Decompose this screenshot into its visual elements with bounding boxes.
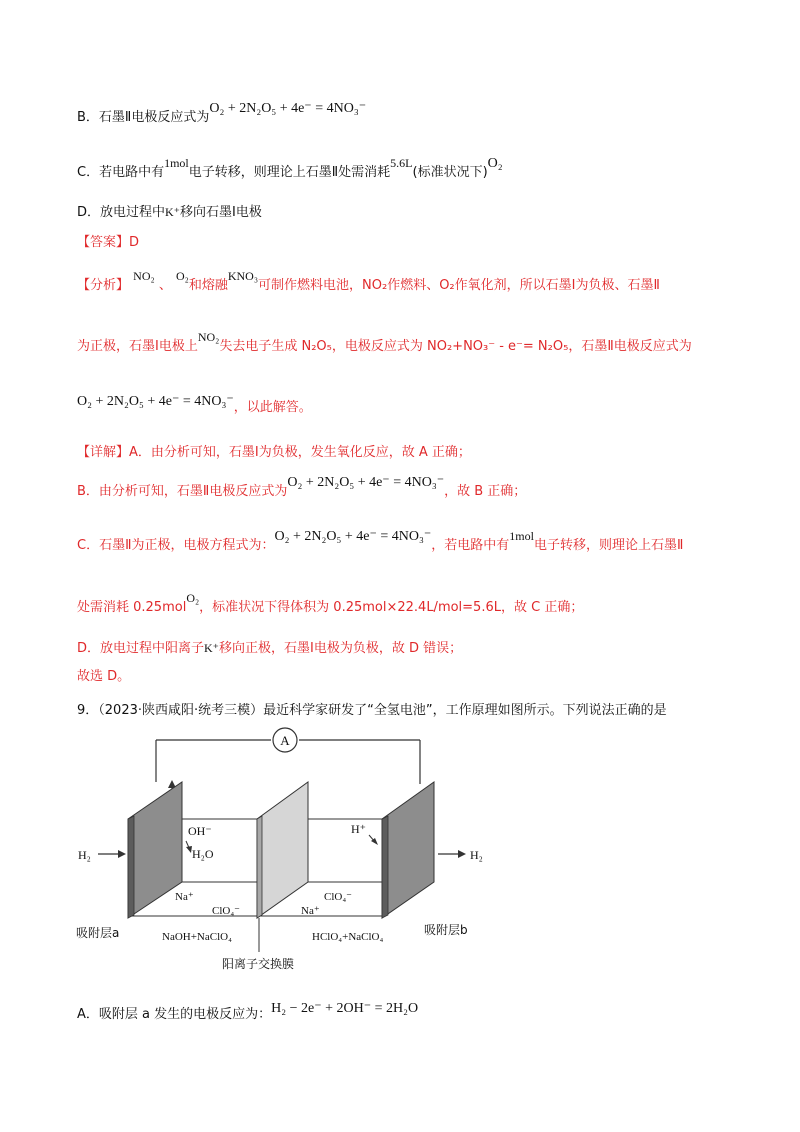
analysis-line-3 — [77, 394, 312, 418]
analysis-sep: 、 — [158, 278, 172, 293]
h2-in-arrow — [98, 850, 126, 858]
detail-d — [77, 638, 462, 659]
option-d-ion: K⁺ — [165, 205, 181, 219]
clo4-left-label: ClO₄⁻ — [212, 905, 240, 917]
detail-c-text: C．石墨Ⅱ为正极，电极方程式为： — [77, 538, 275, 553]
option-c-mol: 1mol — [164, 156, 189, 170]
detail-c-line-2 — [77, 591, 584, 618]
h2-out-label: H₂ — [470, 848, 483, 862]
detail-c-formula: O₂ + 2N₂O₅ + 4e⁻ = 4NO₃⁻ — [274, 529, 432, 544]
electrode-b — [382, 782, 434, 918]
oh-ion-label: OH⁻ — [188, 824, 212, 838]
detail-b-formula: O₂ + 2N₂O₅ + 4e⁻ = 4NO₃⁻ — [287, 475, 445, 490]
h-plus-arrow — [369, 835, 378, 845]
clo4-right-label: ClO₄⁻ — [324, 891, 352, 903]
option-c-text-3: (标准状况下) — [412, 165, 488, 180]
battery-diagram — [72, 722, 492, 980]
electrode-a — [128, 782, 182, 918]
option-b-formula: O₂ + 2N₂O₅ + 4e⁻ = 4NO₃⁻ — [209, 101, 367, 116]
option-c-volume: 5.6L — [390, 156, 413, 170]
option-c-text-2: 电子转移，则理论上石墨Ⅱ处需消耗 — [188, 165, 391, 180]
right-solution-label: HClO₄+NaClO₄ — [312, 931, 384, 943]
option-c — [77, 156, 503, 183]
analysis-text-2: 为正极，石墨Ⅰ电极上 — [77, 339, 198, 354]
analysis-no2: NO₂ — [133, 269, 155, 283]
analysis-text-1: 可制作燃料电池，NO₂作燃料、O₂作氧化剂，所以石墨Ⅰ为负极、石墨Ⅱ — [258, 278, 660, 293]
question-9: 9．（2023·陕西咸阳·统考三模）最近科学家研发了“全氢电池”，工作原理如图所示。下列说法正确的是 — [77, 703, 667, 718]
detail-b-end: ，故 B 正确； — [444, 484, 527, 499]
analysis-end: ，以此解答。 — [233, 400, 312, 415]
detail-c-text-2: ，若电路中有 — [431, 538, 510, 553]
detail-c-mol: 1mol — [509, 529, 534, 543]
detail-d-ion: K⁺ — [204, 641, 220, 655]
h-plus-label: H⁺ — [351, 822, 366, 836]
detail-a: 【详解】A．由分析可知，石墨Ⅰ为负极，发生氧化反应，故 A 正确； — [77, 445, 471, 460]
detail-c-text-5: ，标准状况下得体积为 0.25mol×22.4L/mol=5.6L，故 C 正确； — [199, 600, 584, 615]
layer-b-label: 吸附层b — [424, 923, 468, 937]
analysis-text-3: 失去电子生成 N₂O₅，电极反应式为 NO₂+NO₃⁻ - e⁻= N₂O₅，石墨Ⅱ电极反应式为 — [219, 339, 692, 354]
option-a-formula: H₂ − 2e⁻ + 2OH⁻ = 2H₂O — [271, 1001, 419, 1016]
detail-b-text: B．由分析可知，石墨Ⅱ电极反应式为 — [77, 484, 288, 499]
option-b-text: B．石墨Ⅱ电极反应式为 — [77, 110, 210, 125]
h2o-label: H₂O — [192, 847, 214, 861]
h2-out-arrow — [438, 850, 466, 858]
detail-c-text-3: 电子转移，则理论上石墨Ⅱ — [533, 538, 684, 553]
detail-c-gas: O₂ — [186, 591, 200, 605]
detail-b — [77, 475, 527, 502]
analysis-formula: O₂ + 2N₂O₅ + 4e⁻ = 4NO₃⁻ — [77, 394, 234, 409]
option-d — [77, 202, 262, 223]
option-a-text: A．吸附层 a 发生的电极反应为： — [77, 1007, 272, 1022]
option-d-text-1: D．放电过程中 — [77, 205, 166, 220]
analysis-molten: 和熔融 — [188, 278, 228, 293]
detail-d-text-2: 移向正极，石墨Ⅰ电极为负极，故 D 错误； — [219, 641, 463, 656]
na-left-label: Na⁺ — [175, 891, 194, 903]
detail-c-text-4: 处需消耗 0.25mol — [77, 600, 187, 615]
h2-in-label: H₂ — [78, 848, 91, 862]
detail-c-line-1 — [77, 529, 684, 556]
option-d-text-2: 移向石墨Ⅰ电极 — [180, 205, 262, 220]
option-b — [77, 101, 367, 128]
analysis-kno3: KNO₃ — [227, 269, 259, 283]
option-a — [77, 1001, 419, 1025]
ammeter-label: A — [280, 733, 290, 748]
left-solution-label: NaOH+NaClO₄ — [162, 931, 232, 943]
option-c-text-1: C．若电路中有 — [77, 165, 165, 180]
cation-exchange-membrane — [257, 782, 308, 918]
analysis-label: 【分析】 — [77, 278, 130, 293]
analysis-no2-b: NO₂ — [197, 330, 220, 344]
analysis-o2: O₂ — [175, 269, 189, 283]
detail-d-text: D．放电过程中阳离子 — [77, 641, 205, 656]
detail-final: 故选 D。 — [77, 669, 131, 684]
analysis-line-2 — [77, 330, 692, 357]
answer: 【答案】D — [77, 235, 140, 250]
membrane-label: 阳离子交换膜 — [222, 957, 295, 971]
layer-a-label: 吸附层a — [76, 926, 120, 940]
na-right-label: Na⁺ — [301, 905, 320, 917]
analysis-line-1 — [77, 269, 660, 296]
option-c-gas: O₂ — [487, 156, 503, 171]
